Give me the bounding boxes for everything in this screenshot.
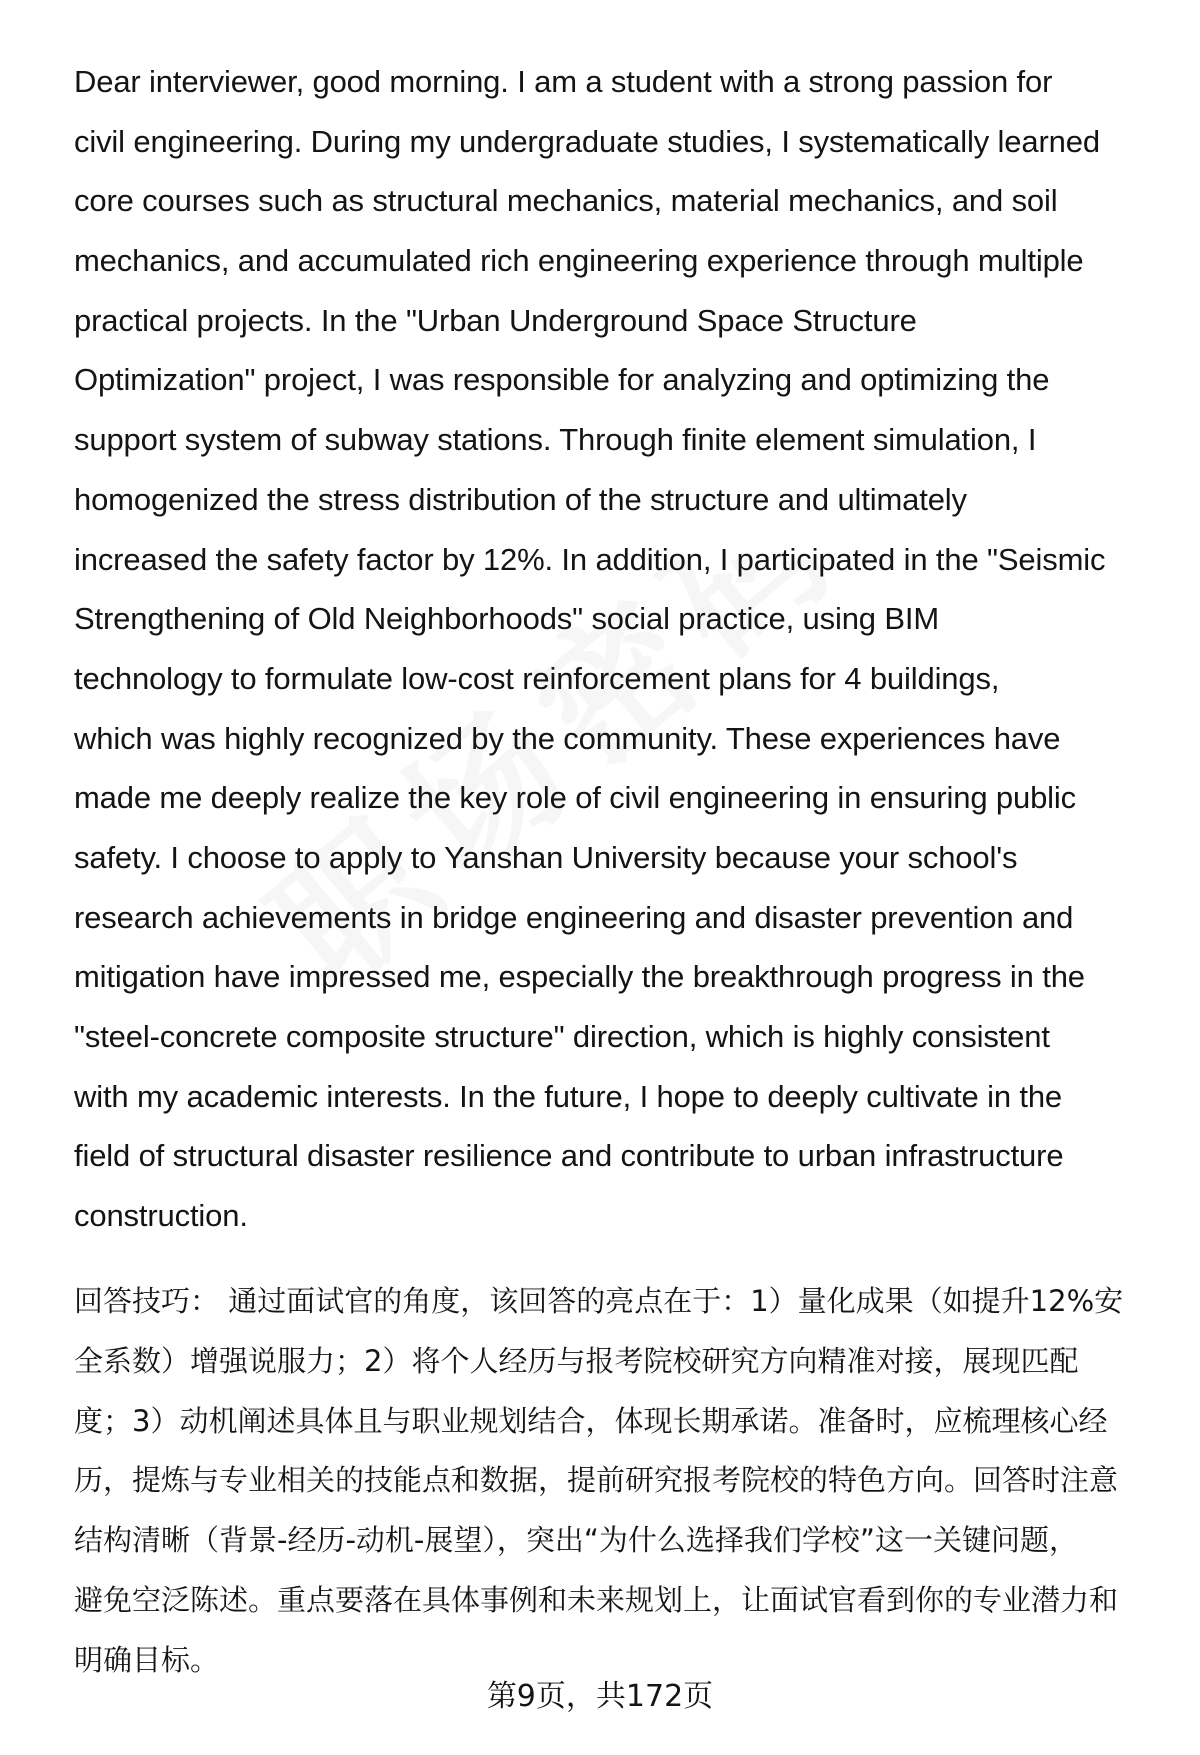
answer-line: made me deeply realize the key role of civil engineering in ensuring public: [74, 780, 1076, 816]
tips-line: 度；3）动机阐述具体且与职业规划结合，体现长期承诺。准备时，应梳理核心经: [74, 1403, 1108, 1438]
answer-paragraph: [74, 52, 1164, 1246]
answer-line: increased the safety factor by 12%. In addition, I participated in the "Seismic: [74, 541, 1106, 577]
answer-line: Optimization" project, I was responsible for analyzing and optimizing the: [74, 362, 1050, 398]
answer-line: Dear interviewer, good morning. I am a student with a strong passion for: [74, 64, 1053, 99]
tips-line: 全系数）增强说服力；2）将个人经历与报考院校研究方向精准对接，展现匹配: [74, 1343, 1079, 1378]
answer-line: practical projects. In the "Urban Underground Space Structure: [74, 302, 917, 338]
answer-tips-paragraph: [74, 1272, 1154, 1691]
answer-line: technology to formulate low-cost reinforcement plans for 4 buildings,: [74, 660, 1000, 696]
answer-line: Strengthening of Old Neighborhoods" social practice, using BIM: [74, 601, 940, 637]
answer-line: mechanics, and accumulated rich engineering experience through multiple: [74, 243, 1084, 279]
tips-line: 避免空泛陈述。重点要落在具体事例和未来规划上，让面试官看到你的专业潜力和: [74, 1582, 1119, 1617]
answer-line: with my academic interests. In the future, I hope to deeply cultivate in the: [74, 1078, 1063, 1114]
answer-line: field of structural disaster resilience and contribute to urban infrastructure: [74, 1138, 1064, 1174]
answer-line: construction.: [74, 1198, 248, 1234]
answer-line: homogenized the stress distribution of the structure and ultimately: [74, 481, 967, 517]
answer-line: mitigation have impressed me, especially the breakthrough progress in the: [74, 959, 1085, 995]
page-number: 第9页，共172页: [486, 1679, 714, 1714]
answer-line: core courses such as structural mechanics, material mechanics, and soil: [74, 183, 1058, 219]
tips-line: 历，提炼与专业相关的技能点和数据，提前研究报考院校的特色方向。回答时注意: [74, 1463, 1119, 1498]
tips-line: 回答技巧： 通过面试官的角度，该回答的亮点在于：1）量化成果（如提升12%安: [74, 1284, 1124, 1318]
answer-line: safety. I choose to apply to Yanshan University because your school's: [74, 839, 1018, 875]
answer-line: support system of subway stations. Through finite element simulation, I: [74, 422, 1037, 458]
answer-line: which was highly recognized by the community. These experiences have: [74, 720, 1061, 756]
answer-line: civil engineering. During my undergraduate studies, I systematically learned: [74, 123, 1100, 159]
answer-line: "steel-concrete composite structure" direction, which is highly consistent: [74, 1019, 1050, 1054]
tips-line: 明确目标。: [74, 1642, 220, 1677]
tips-line: 结构清晰（背景-经历-动机-展望），突出“为什么选择我们学校”这一关键问题，: [74, 1523, 1078, 1558]
answer-line: research achievements in bridge engineering and disaster prevention and: [74, 899, 1074, 935]
